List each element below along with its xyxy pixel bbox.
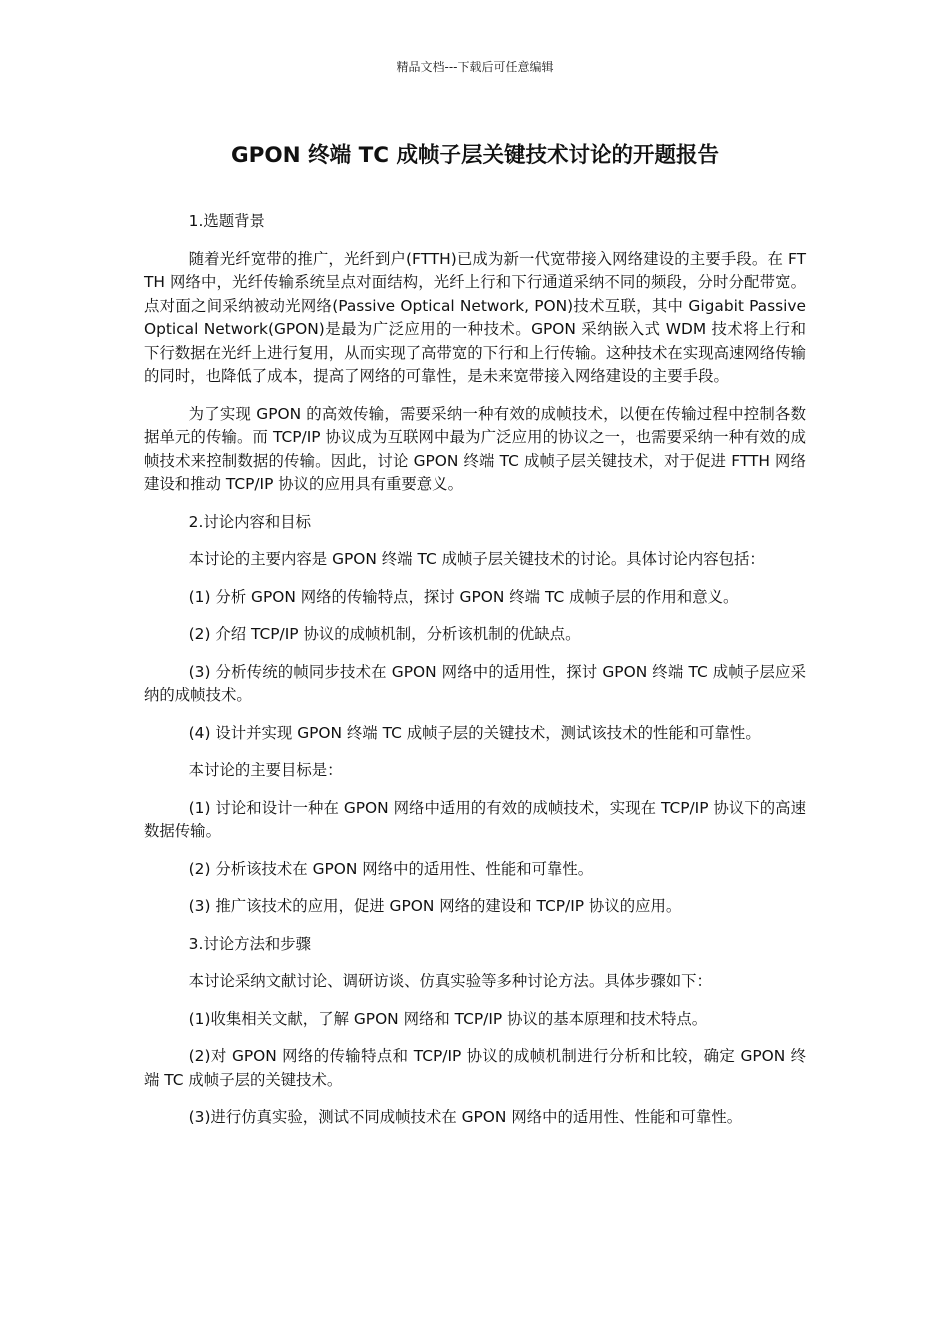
section-heading-method: 3.讨论方法和步骤 xyxy=(188,934,312,953)
list-item: (2) 介绍 TCP/IP 协议的成帧机制，分析该机制的优缺点。 xyxy=(188,625,581,643)
paragraph: 随着光纤宽带的推广，光纤到户(FTTH)已成为新一代宽带接入网络建设的主要手段。在 FTTH 网络中，光纤传输系统呈点对面结构，光纤上行和下行通道采纳不同的频段，分时分配带宽。点对面之间采纳被动光网络(Passive Optical Network, PON)技术互联，其中 Gigabit Passive Optical Network(GPON)是最为广泛应用的一种技术。GPON 采纳嵌入式 WDM 技术将上行和下行数据在光纤上进行复用，从而实现了高带宽的下行和上行传输。这种技术在实现高速网络传输的同时，也降低了成本，提高了网络的可靠性，是未来宽带接入网络建设的主要手段。 xyxy=(144,249,806,385)
list-item: (3) 分析传统的帧同步技术在 GPON 网络中的适用性，探讨 GPON 终端 TC 成帧子层应采纳的成帧技术。 xyxy=(144,662,806,704)
list-item: (1) 讨论和设计一种在 GPON 网络中适用的有效的成帧技术，实现在 TCP/IP 协议下的高速数据传输。 xyxy=(144,798,806,840)
section-heading-background: 1.选题背景 xyxy=(188,212,265,230)
header-note: 精品文档---下载后可任意编辑 xyxy=(396,60,554,74)
list-item: (3)进行仿真实验，测试不同成帧技术在 GPON 网络中的适用性、性能和可靠性。 xyxy=(188,1108,743,1126)
list-item: (2)对 GPON 网络的传输特点和 TCP/IP 协议的成帧机制进行分析和比较，确定 GPON 终端 TC 成帧子层的关键技术。 xyxy=(144,1047,806,1089)
paragraph: 为了实现 GPON 的高效传输，需要采纳一种有效的成帧技术，以便在传输过程中控制各数据单元的传输。而 TCP/IP 协议成为互联网中最为广泛应用的协议之一，也需要采纳一种有效的成帧技术来控制数据的传输。因此，讨论 GPON 终端 TC 成帧子层关键技术，对于促进 FTTH 网络建设和推动 TCP/IP 协议的应用具有重要意义。 xyxy=(144,404,806,493)
section-heading-content: 2.讨论内容和目标 xyxy=(188,512,312,531)
document-title: GPON 终端 TC 成帧子层关键技术讨论的开题报告 xyxy=(230,143,720,168)
list-item: (4) 设计并实现 GPON 终端 TC 成帧子层的关键技术，测试该技术的性能和可靠性。 xyxy=(188,723,761,742)
list-item: (1) 分析 GPON 网络的传输特点，探讨 GPON 终端 TC 成帧子层的作用和意义。 xyxy=(188,587,739,606)
list-item: (2) 分析该技术在 GPON 网络中的适用性、性能和可靠性。 xyxy=(188,859,594,878)
paragraph: 本讨论采纳文献讨论、调研访谈、仿真实验等多种讨论方法。具体步骤如下： xyxy=(188,972,712,990)
document-body xyxy=(144,210,806,1144)
paragraph: 本讨论的主要内容是 GPON 终端 TC 成帧子层关键技术的讨论。具体讨论内容包括： xyxy=(188,550,765,568)
paragraph: 本讨论的主要目标是： xyxy=(188,761,343,779)
list-item: (3) 推广该技术的应用，促进 GPON 网络的建设和 TCP/IP 协议的应用。 xyxy=(188,897,682,915)
list-item: (1)收集相关文献，了解 GPON 网络和 TCP/IP 协议的基本原理和技术特点。 xyxy=(188,1009,708,1028)
